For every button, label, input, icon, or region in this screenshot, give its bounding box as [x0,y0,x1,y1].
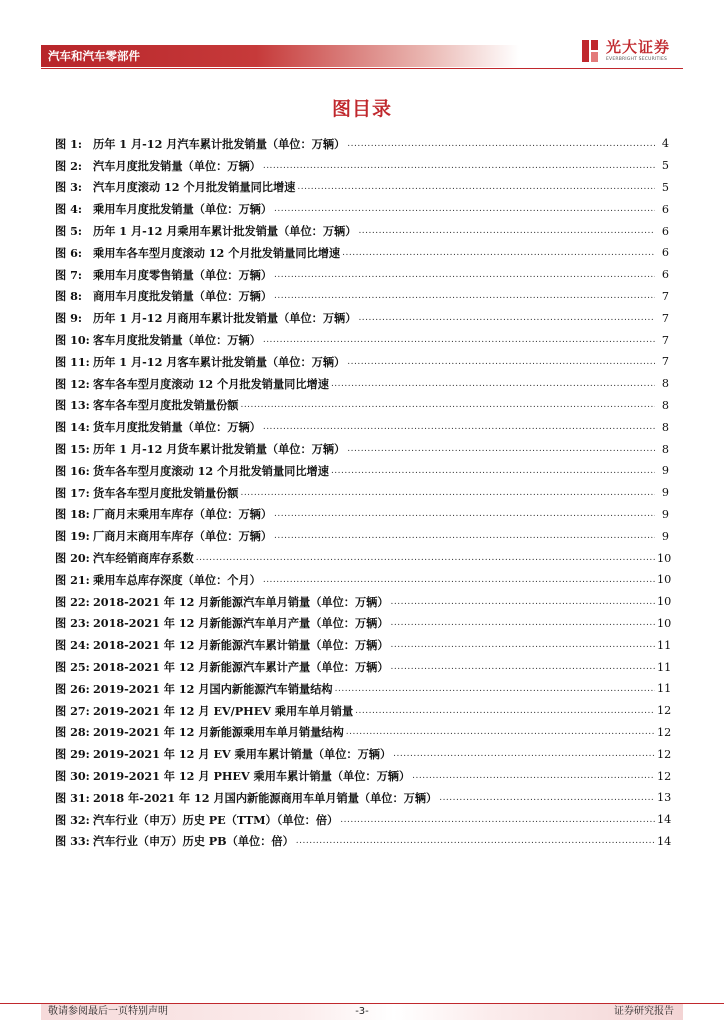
toc-entry-number: 图 6: [55,245,82,260]
toc-entry[interactable] [55,155,669,177]
toc-entry-page: 10 [657,616,672,630]
toc-entry-title: 客车月度批发销量（单位：万辆） [93,333,261,348]
toc-entry-title: 货车月度批发销量（单位：万辆） [93,420,261,435]
toc-dot-leader [391,640,655,650]
toc-entry-page: 10 [657,551,672,565]
toc-dot-leader [347,357,655,367]
toc-entry[interactable] [55,286,669,308]
toc-dot-leader [331,466,655,476]
toc-dot-leader [346,727,655,737]
toc-entry-title: 汽车月度批发销量（单位：万辆） [93,158,261,173]
toc-entry-title: 2018-2021 年 12 月新能源汽车单月产量（单位：万辆） [93,616,389,631]
toc-dot-leader [355,706,655,716]
toc-entry-title: 2019-2021 年 12 月国内新能源汽车销量结构 [93,681,333,696]
toc-entry-page: 8 [661,442,669,456]
toc-entry-title: 乘用车总库存深度（单位：个月） [93,572,261,587]
toc-entry-title: 客车各车型月度滚动 12 个月批发销量同比增速 [93,376,329,391]
toc-entry-number: 图 32: [55,812,90,827]
toc-entry-page: 5 [661,159,669,173]
toc-entry-title: 汽车行业（申万）历史 PE（TTM）（单位：倍） [93,812,339,827]
toc-dot-leader [335,684,655,694]
toc-dot-leader [391,597,655,607]
toc-entry[interactable] [55,525,669,547]
toc-entry[interactable] [55,133,669,155]
toc-entry-title: 厂商月末乘用车库存（单位：万辆） [93,507,273,522]
toc-entry[interactable] [55,743,672,765]
toc-dot-leader [240,400,655,410]
toc-entry-title: 货车各车型月度滚动 12 个月批发销量同比增速 [93,463,329,478]
toc-entry-number: 图 1: [55,136,82,151]
toc-entry-title: 乘用车月度批发销量（单位：万辆） [93,202,273,217]
header-section-title: 汽车和汽车零部件 [48,49,140,63]
toc-entry[interactable] [55,678,672,700]
toc-entry-number: 图 25: [55,660,90,675]
toc-entry[interactable] [55,438,669,460]
toc-entry-title: 货车各车型月度批发销量份额 [93,485,239,500]
toc-entry-number: 图 33: [55,834,90,849]
toc-entry[interactable] [55,373,669,395]
toc-entry[interactable] [55,264,669,286]
toc-entry-number: 图 28: [55,725,90,740]
toc-entry[interactable] [55,569,672,591]
toc-entry[interactable] [55,177,669,199]
toc-dot-leader [342,248,655,258]
toc-entry-page: 10 [657,573,672,587]
toc-entry[interactable] [55,547,672,569]
toc-entry-page: 9 [661,464,669,478]
toc-entry-page: 6 [661,224,669,238]
toc-entry[interactable] [55,198,669,220]
toc-entry-number: 图 9: [55,311,82,326]
toc-dot-leader [331,379,655,389]
toc-entry-page: 8 [661,377,669,391]
toc-entry-page: 5 [661,180,669,194]
toc-entry-page: 14 [657,813,672,827]
toc-entry[interactable] [55,765,672,787]
toc-dot-leader [391,662,655,672]
toc-entry-number: 图 23: [55,616,90,631]
toc-entry[interactable] [55,242,669,264]
toc-entry-number: 图 10: [55,333,90,348]
toc-entry-number: 图 3: [55,180,82,195]
toc-entry-page: 7 [661,333,669,347]
toc-entry-page: 6 [661,246,669,260]
toc-entry-number: 图 20: [55,551,90,566]
toc-entry-number: 图 15: [55,442,90,457]
toc-entry-page: 11 [657,660,672,674]
toc-dot-leader [412,771,655,781]
toc-dot-leader [391,618,655,628]
toc-entry-title: 2019-2021 年 12 月 EV/PHEV 乘用车单月销量 [93,703,354,718]
toc-entry[interactable] [55,329,669,351]
toc-entry-page: 7 [661,355,669,369]
toc-entry-number: 图 16: [55,463,90,478]
toc-entry-number: 图 12: [55,376,90,391]
logo-subtitle: EVERBRIGHT SECURITIES [606,57,668,62]
toc-entry-page: 10 [657,595,672,609]
toc-entry-number: 图 29: [55,747,90,762]
toc-entry[interactable] [55,460,669,482]
toc-dot-leader [358,226,655,236]
toc-title: 图目录 [331,98,392,120]
footer-report-type: 证券研究报告 [614,1006,674,1017]
toc-entry-page: 14 [657,834,672,848]
toc-entry-page: 7 [661,311,669,325]
toc-dot-leader [263,575,655,585]
toc-entry-number: 图 17: [55,485,90,500]
toc-dot-leader [274,291,655,301]
toc-entry-title: 历年 1 月-12 月货车累计批发销量（单位：万辆） [93,442,346,457]
toc-dot-leader [274,204,655,214]
toc-entry[interactable] [55,351,669,373]
toc-entry[interactable] [55,482,669,504]
toc-dot-leader [263,335,655,345]
toc-entry-page: 6 [661,268,669,282]
toc-dot-leader [340,815,655,825]
toc-entry[interactable] [55,700,672,722]
toc-entry-title: 历年 1 月-12 月商用车累计批发销量（单位：万辆） [93,311,357,326]
toc-entry-title: 2019-2021 年 12 月 PHEV 乘用车累计销量（单位：万辆） [93,769,411,783]
toc-dot-leader [196,553,655,563]
toc-entry-page: 11 [657,638,672,652]
toc-entry-number: 图 7: [55,267,82,282]
toc-entry[interactable] [55,809,672,831]
toc-entry-page: 12 [657,769,672,783]
toc-entry-title: 乘用车月度零售销量（单位：万辆） [93,267,273,282]
toc-entry-page: 11 [657,682,672,696]
toc-entry-page: 13 [657,791,672,805]
toc-entry-title: 2019-2021 年 12 月新能源乘用车单月销量结构 [93,725,344,740]
toc-dot-leader [263,161,655,171]
toc-entry[interactable] [55,395,669,417]
toc-entry-number: 图 24: [55,638,90,653]
toc-entry-number: 图 27: [55,703,90,718]
header-divider [41,68,683,69]
toc-entry-title: 2019-2021 年 12 月 EV 乘用车累计销量（单位：万辆） [93,747,392,762]
toc-entry[interactable] [55,656,672,678]
toc-dot-leader [347,139,655,149]
toc-entry-number: 图 5: [55,224,82,239]
toc-dot-leader [439,793,655,803]
toc-entry-page: 9 [661,529,669,543]
toc-entry-title: 2018-2021 年 12 月新能源汽车累计产量（单位：万辆） [93,660,389,675]
toc-entry-title: 厂商月末商用车库存（单位：万辆） [93,529,273,544]
toc-entry-page: 12 [657,725,672,739]
toc-entry-title: 历年 1 月-12 月乘用车累计批发销量（单位：万辆） [93,224,357,239]
toc-entry[interactable] [55,591,672,613]
toc-entry[interactable] [55,504,669,526]
toc-entry-number: 图 18: [55,507,90,522]
toc-dot-leader [393,749,655,759]
toc-entry-page: 12 [657,747,672,761]
toc-entry-number: 图 14: [55,420,90,435]
toc-dot-leader [274,509,655,519]
toc-entry-title: 历年 1 月-12 月客车累计批发销量（单位：万辆） [93,354,346,369]
toc-entry-title: 汽车月度滚动 12 个月批发销量同比增速 [93,180,296,195]
toc-entry-title: 历年 1 月-12 月汽车累计批发销量（单位：万辆） [93,136,346,151]
toc-entry-number: 图 21: [55,572,90,587]
toc-entry[interactable] [55,831,672,853]
toc-entry[interactable] [55,220,669,242]
toc-entry[interactable] [55,613,672,635]
toc-entry-page: 4 [661,137,669,151]
toc-entry-number: 图 13: [55,398,90,413]
toc-entry[interactable] [55,307,669,329]
toc-entry-number: 图 8: [55,289,82,304]
toc-dot-leader [240,488,655,498]
toc-dot-leader [263,422,655,432]
toc-entry-page: 12 [657,704,672,718]
toc-dot-leader [274,270,655,280]
toc-entry-page: 6 [661,202,669,216]
toc-entry-title: 2018-2021 年 12 月新能源汽车累计销量（单位：万辆） [93,638,389,653]
toc-entry-page: 9 [661,507,669,521]
toc-entry-title: 商用车月度批发销量（单位：万辆） [93,289,273,304]
toc-entry-number: 图 31: [55,790,90,805]
toc-entry-number: 图 22: [55,594,90,609]
toc-entry-number: 图 11: [55,354,90,369]
toc-dot-leader [297,182,655,192]
toc-entry-title: 乘用车各车型月度滚动 12 个月批发销量同比增速 [93,245,341,260]
toc-entry-number: 图 4: [55,202,82,217]
toc-dot-leader [296,836,655,846]
toc-entry-page: 7 [661,289,669,303]
page-number: -3- [355,1006,369,1017]
toc-dot-leader [274,531,655,541]
toc-entry[interactable] [55,416,669,438]
toc-entry-title: 汽车行业（申万）历史 PB（单位：倍） [93,834,294,849]
toc-entry-page: 8 [661,398,669,412]
toc-entry-number: 图 26: [55,681,90,696]
logo-name: 光大证券 [606,38,671,56]
toc-entry-page: 9 [661,486,669,500]
figure-toc-list [55,133,672,852]
toc-entry-number: 图 30: [55,769,90,783]
toc-entry[interactable] [55,787,672,809]
toc-entry-title: 2018-2021 年 12 月新能源汽车单月销量（单位：万辆） [93,594,389,609]
toc-entry-number: 图 2: [55,158,82,173]
toc-entry-page: 8 [661,420,669,434]
toc-entry-title: 客车各车型月度批发销量份额 [93,398,239,413]
toc-entry-number: 图 19: [55,529,90,544]
toc-entry-title: 2018 年-2021 年 12 月国内新能源商用车单月销量（单位：万辆） [93,790,438,805]
toc-entry[interactable] [55,722,672,744]
toc-entry-title: 汽车经销商库存系数 [93,551,194,566]
toc-entry[interactable] [55,634,672,656]
company-logo [580,38,690,68]
toc-dot-leader [358,313,655,323]
footer-disclaimer: 敬请参阅最后一页特别声明 [48,1006,168,1017]
logo-mark-icon [580,38,600,64]
toc-dot-leader [347,444,655,454]
